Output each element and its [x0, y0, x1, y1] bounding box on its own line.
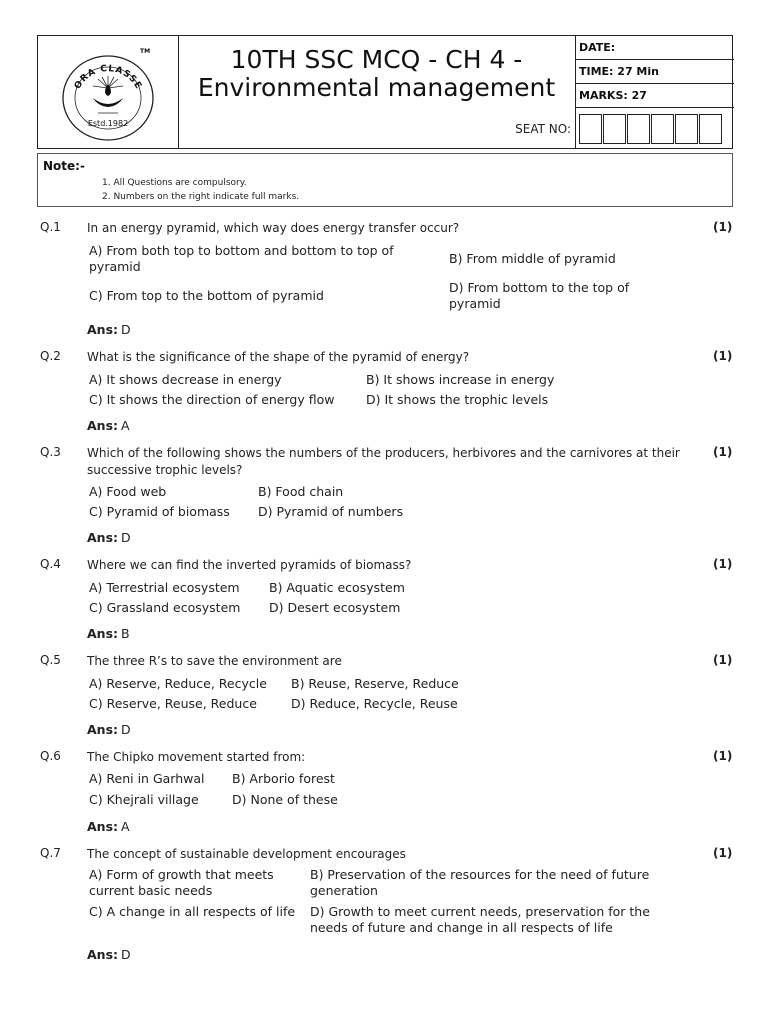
logo-brand-text: ORA CLASSE — [72, 63, 144, 92]
seat-box[interactable] — [675, 114, 698, 144]
answer-label: Ans: — [87, 722, 119, 737]
option-d: D) None of these — [232, 792, 338, 807]
time-label: TIME: 27 Min — [576, 60, 734, 84]
question-text: The concept of sustainable development encourages — [87, 847, 406, 861]
note-item: 2. Numbers on the right indicate full marks. — [102, 192, 300, 202]
option-b: B) It shows increase in energy — [366, 372, 555, 387]
option-d: D) Growth to meet current needs, preservation for the needs of future and change in all respects of life — [310, 904, 650, 935]
note-label: Note:- — [43, 159, 85, 173]
question-text: The Chipko movement started from: — [87, 750, 306, 764]
option-b: B) Reuse, Reserve, Reduce — [291, 676, 459, 691]
answer-label: Ans: — [87, 418, 119, 433]
note-item: 1. All Questions are compulsory. — [102, 178, 247, 188]
option-d: D) Reduce, Recycle, Reuse — [291, 696, 458, 711]
marks-label: MARKS: 27 — [576, 84, 734, 108]
info-cell — [575, 36, 734, 148]
seat-box[interactable] — [627, 114, 650, 144]
answer-label: Ans: — [87, 322, 119, 337]
question-number: Q.3 — [40, 445, 61, 459]
question-text: What is the significance of the shape of the pyramid of energy? — [87, 350, 470, 364]
answer-value: D — [121, 722, 131, 737]
answer-label: Ans: — [87, 819, 119, 834]
seat-box[interactable] — [699, 114, 722, 144]
question-text: In an energy pyramid, which way does energy transfer occur? — [87, 221, 460, 235]
question-marks: (1) — [713, 220, 733, 234]
logo-tm: TM — [140, 48, 151, 55]
option-c: C) From top to the bottom of pyramid — [89, 288, 324, 303]
bora-classes-logo — [38, 36, 178, 148]
title-cell — [178, 36, 575, 148]
option-c: C) Pyramid of biomass — [89, 504, 230, 519]
option-a: A) Reni in Garhwal — [89, 771, 205, 786]
option-b: B) Arborio forest — [232, 771, 335, 786]
svg-text:BORA CLASSES — [38, 36, 143, 91]
answer-value: A — [121, 819, 130, 834]
answer — [87, 626, 130, 641]
question-number: Q.1 — [40, 220, 61, 234]
answer — [87, 947, 131, 962]
question-number: Q.2 — [40, 349, 61, 363]
option-c: C) Reserve, Reuse, Reduce — [89, 696, 257, 711]
option-a: A) Food web — [89, 484, 167, 499]
seat-no-label: SEAT NO: — [515, 122, 571, 136]
answer — [87, 819, 130, 834]
seat-number-boxes — [579, 114, 722, 144]
option-a: A) It shows decrease in energy — [89, 372, 282, 387]
page-title — [178, 46, 575, 102]
question-text: Which of the following shows the numbers of the producers, herbivores and the carnivores at their successive trophic levels? — [87, 446, 680, 477]
option-a: A) Terrestrial ecosystem — [89, 580, 240, 595]
answer — [87, 722, 131, 737]
option-d: D) It shows the trophic levels — [366, 392, 549, 407]
question-marks: (1) — [713, 653, 733, 667]
question-text: The three R’s to save the environment are — [87, 654, 342, 668]
answer-value: D — [121, 947, 131, 962]
note-list — [102, 176, 299, 204]
option-a: A) Reserve, Reduce, Recycle — [89, 676, 267, 691]
answer-label: Ans: — [87, 626, 119, 641]
paper-header — [37, 35, 733, 149]
option-a: A) From both top to bottom and bottom to top of pyramid — [89, 243, 394, 274]
option-a: A) Form of growth that meets current basic needs — [89, 867, 274, 898]
seat-box[interactable] — [651, 114, 674, 144]
question-marks: (1) — [713, 749, 733, 763]
question-number: Q.5 — [40, 653, 61, 667]
option-c: C) Khejrali village — [89, 792, 199, 807]
question-marks: (1) — [713, 349, 733, 363]
logo-estd: Estd.1982 — [87, 119, 129, 128]
title-line-1: 10TH SSC MCQ - CH 4 - — [230, 45, 523, 74]
option-b: B) From middle of pyramid — [449, 251, 616, 266]
answer — [87, 418, 130, 433]
answer-label: Ans: — [87, 530, 119, 545]
answer-value: D — [121, 530, 131, 545]
option-b: B) Food chain — [258, 484, 344, 499]
question-number: Q.4 — [40, 557, 61, 571]
answer — [87, 530, 131, 545]
title-line-2: Environmental management — [197, 73, 556, 102]
seat-box[interactable] — [603, 114, 626, 144]
option-c: C) Grassland ecosystem — [89, 600, 241, 615]
answer-value: A — [121, 418, 130, 433]
logo-cell — [38, 36, 179, 148]
answer — [87, 322, 131, 337]
note-box — [37, 153, 733, 207]
question-marks: (1) — [713, 557, 733, 571]
answer-value: B — [121, 626, 130, 641]
answer-label: Ans: — [87, 947, 119, 962]
option-c: C) It shows the direction of energy flow — [89, 392, 335, 407]
answer-value: D — [121, 322, 131, 337]
question-number: Q.6 — [40, 749, 61, 763]
seat-box[interactable] — [579, 114, 602, 144]
option-b: B) Preservation of the resources for the need of future generation — [310, 867, 650, 898]
question-text: Where we can find the inverted pyramids of biomass? — [87, 558, 412, 572]
question-number: Q.7 — [40, 846, 61, 860]
date-label: DATE: — [576, 36, 734, 60]
option-d: D) Pyramid of numbers — [258, 504, 404, 519]
option-d: D) Desert ecosystem — [269, 600, 401, 615]
option-d: D) From bottom to the top of pyramid — [449, 280, 630, 311]
option-b: B) Aquatic ecosystem — [269, 580, 405, 595]
question-marks: (1) — [713, 846, 733, 860]
question-marks: (1) — [713, 445, 733, 459]
option-c: C) A change in all respects of life — [89, 904, 296, 919]
